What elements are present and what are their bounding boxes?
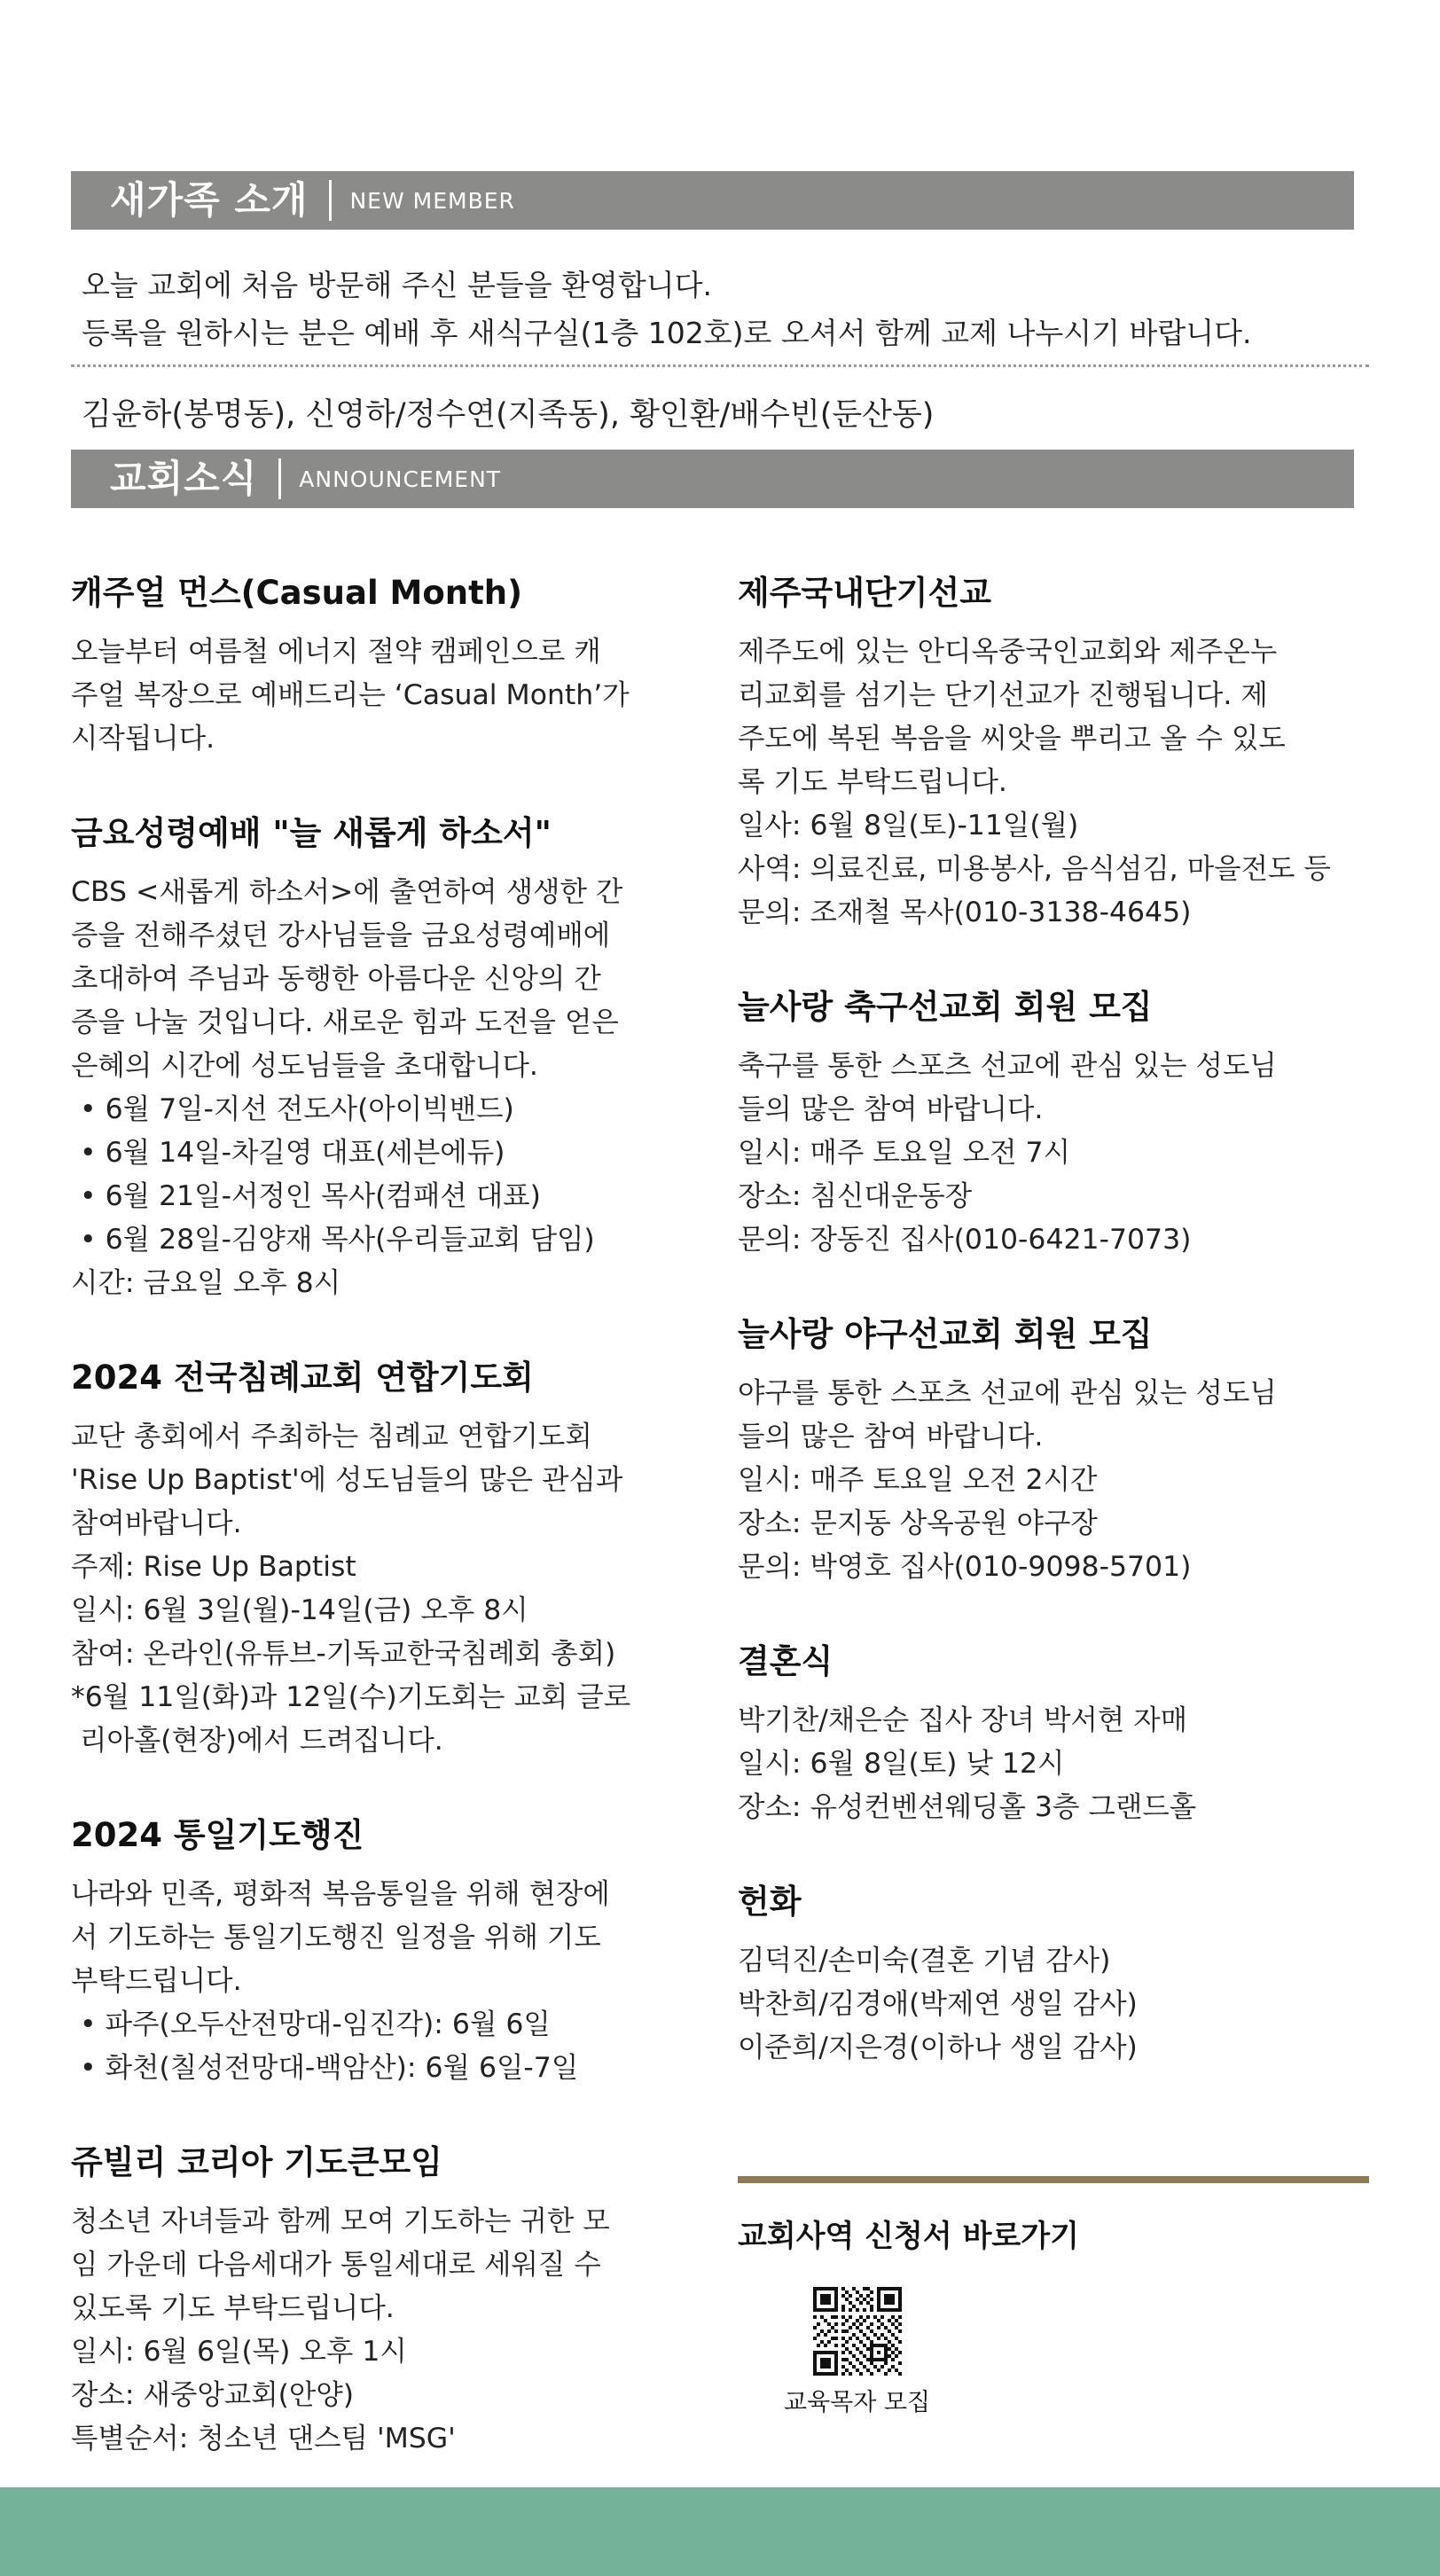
new-member-names: 김윤하(봉명동), 신영하/정수연(지족동), 황인환/배수빈(둔산동) <box>82 397 935 433</box>
announcement-section-soccer-mission <box>738 986 1369 1262</box>
announcement-section-friday-worship <box>71 812 711 1305</box>
announcement-section-casual-month <box>71 572 711 761</box>
section-bar-title: 교회소식 <box>110 457 258 500</box>
section-body: 청소년 자녀들과 함께 모여 기도하는 귀한 모 임 가운데 다음세대가 통일세대로 세워질 수 있도록 기도 부탁드립니다. 일시: 6월 6일(목) 오후 1시 장소: 새중앙교회(안양) 특별순서: 청소년 댄스팀 'MSG' <box>71 2205 610 2455</box>
section-title: 결혼식 <box>738 1642 833 1680</box>
announcement-section-unification-prayer-march <box>71 1814 711 2090</box>
vertical-divider <box>329 180 332 221</box>
section-title: 2024 통일기도행진 <box>71 1816 364 1854</box>
section-bar-subtitle: NEW MEMBER <box>349 187 515 214</box>
qr-code[interactable] <box>813 2287 902 2376</box>
vertical-divider <box>278 458 281 499</box>
announcement-section-jubilee-korea <box>71 2141 711 2461</box>
section-body: 오늘부터 여름철 에너지 절약 캠페인으로 캐 주얼 복장으로 예배드리는 ‘Casual Month’가 시작됩니다. <box>71 636 630 755</box>
qr-caption: 교육목자 모집 <box>784 2389 931 2416</box>
ministry-form-link[interactable]: 교회사역 신청서 바로가기 <box>738 2219 1079 2254</box>
announcement-section-jeju-mission <box>738 572 1369 935</box>
dotted-divider <box>71 364 1369 367</box>
section-title: 헌화 <box>738 1883 802 1921</box>
section-title: 금요성령예배 "늘 새롭게 하소서" <box>71 814 552 852</box>
section-title: 2024 전국침례교회 연합기도회 <box>71 1358 534 1397</box>
section-title: 늘사랑 야구선교회 회원 모집 <box>738 1315 1153 1353</box>
qr-block <box>784 2287 930 2417</box>
announcement-section-flower-offering <box>738 1881 1369 2070</box>
section-title: 늘사랑 축구선교회 회원 모집 <box>738 988 1153 1026</box>
right-column <box>738 572 1369 2417</box>
section-body: 야구를 통한 스포츠 선교에 관심 있는 성도님 들의 많은 참여 바랍니다. 일시: 매주 토요일 오전 2시간 장소: 문지동 상옥공원 야구장 문의: 박영호 집사(010-9098-5701) <box>738 1377 1277 1583</box>
section-bar-new-member <box>71 171 1354 230</box>
announcement-section-wedding <box>738 1640 1369 1829</box>
section-bar-subtitle: ANNOUNCEMENT <box>299 466 502 492</box>
announcement-columns <box>71 572 1369 2512</box>
section-body: 나라와 민족, 평화적 복음통일을 위해 현장에 서 기도하는 통일기도행진 일정을 위해 기도 부탁드립니다. • 파주(오두산전망대-임진각): 6월 6일 • 화천(칠성전망대-백암산): 6월 6일-7일 <box>71 1878 610 2084</box>
announcement-section-united-prayer <box>71 1357 711 1763</box>
footer-band <box>0 2487 1440 2576</box>
welcome-text: 오늘 교회에 처음 방문해 주신 분들을 환영합니다. 등록을 원하시는 분은 예배 후 새식구실(1층 102호)로 오셔서 함께 교제 나누시기 바랍니다. <box>82 268 1252 350</box>
section-bar-announcement <box>71 450 1354 508</box>
section-bar-title: 새가족 소개 <box>110 178 309 222</box>
horizontal-rule <box>738 2176 1369 2183</box>
section-body: 김덕진/손미숙(결혼 기념 감사) 박찬희/김경애(박제연 생일 감사) 이준희/지은경(이하나 생일 감사) <box>738 1945 1138 2063</box>
section-body: 축구를 통한 스포츠 선교에 관심 있는 성도님 들의 많은 참여 바랍니다. 일시: 매주 토요일 오전 7시 장소: 침신대운동장 문의: 장동진 집사(010-6421-7073) <box>738 1050 1277 1256</box>
announcement-section-baseball-mission <box>738 1313 1369 1589</box>
section-title: 제주국내단기선교 <box>738 574 991 612</box>
section-body: 교단 총회에서 주최하는 침례교 연합기도회 'Rise Up Baptist'에 성도님들의 많은 관심과 참여바랍니다. 주제: Rise Up Baptist 일시: 6월 3일(월)-14일(금) 오후 8시 참여: 온라인(유튜브-기독교한국침례회 총회) *6월 11일(화)과 12일(수)기도회는 교회 글로 리아홀(현장)에서 드려집니다. <box>71 1421 631 1757</box>
section-body: 제주도에 있는 안디옥중국인교회와 제주온누 리교회를 섬기는 단기선교가 진행됩니다. 제 주도에 복된 복음을 씨앗을 뿌리고 올 수 있도 록 기도 부탁드립니다. 일사: 6월 8일(토)-11일(월) 사역: 의료진료, 미용봉사, 음식섬김, 마을전도 등 문의: 조재철 목사(010-3138-4645) <box>738 636 1331 928</box>
section-title: 캐주얼 먼스(Casual Month) <box>71 574 523 612</box>
section-body: 박기찬/채은순 집사 장녀 박서현 자매 일시: 6월 8일(토) 낮 12시 장소: 유성컨벤션웨딩홀 3층 그랜드홀 <box>738 1704 1197 1823</box>
left-column <box>71 572 711 2512</box>
section-title: 쥬빌리 코리아 기도큰모임 <box>71 2143 442 2181</box>
section-body: CBS <새롭게 하소서>에 출연하여 생생한 간 증을 전해주셨던 강사님들을 금요성령예배에 초대하여 주님과 동행한 아름다운 신앙의 간 증을 나눌 것입니다. 새로운 힘과 도전을 얻은 은혜의 시간에 성도님들을 초대합니다. • 6월 7일-지선 전도사(아이빅밴드) • 6월 14일-차길영 대표(세븐에듀) • 6월 21일-서정인 목사(컴패션 대표) • 6월 28일-김양재 목사(우리들교회 담임) 시간: 금요일 오후 8시 <box>71 876 623 1299</box>
